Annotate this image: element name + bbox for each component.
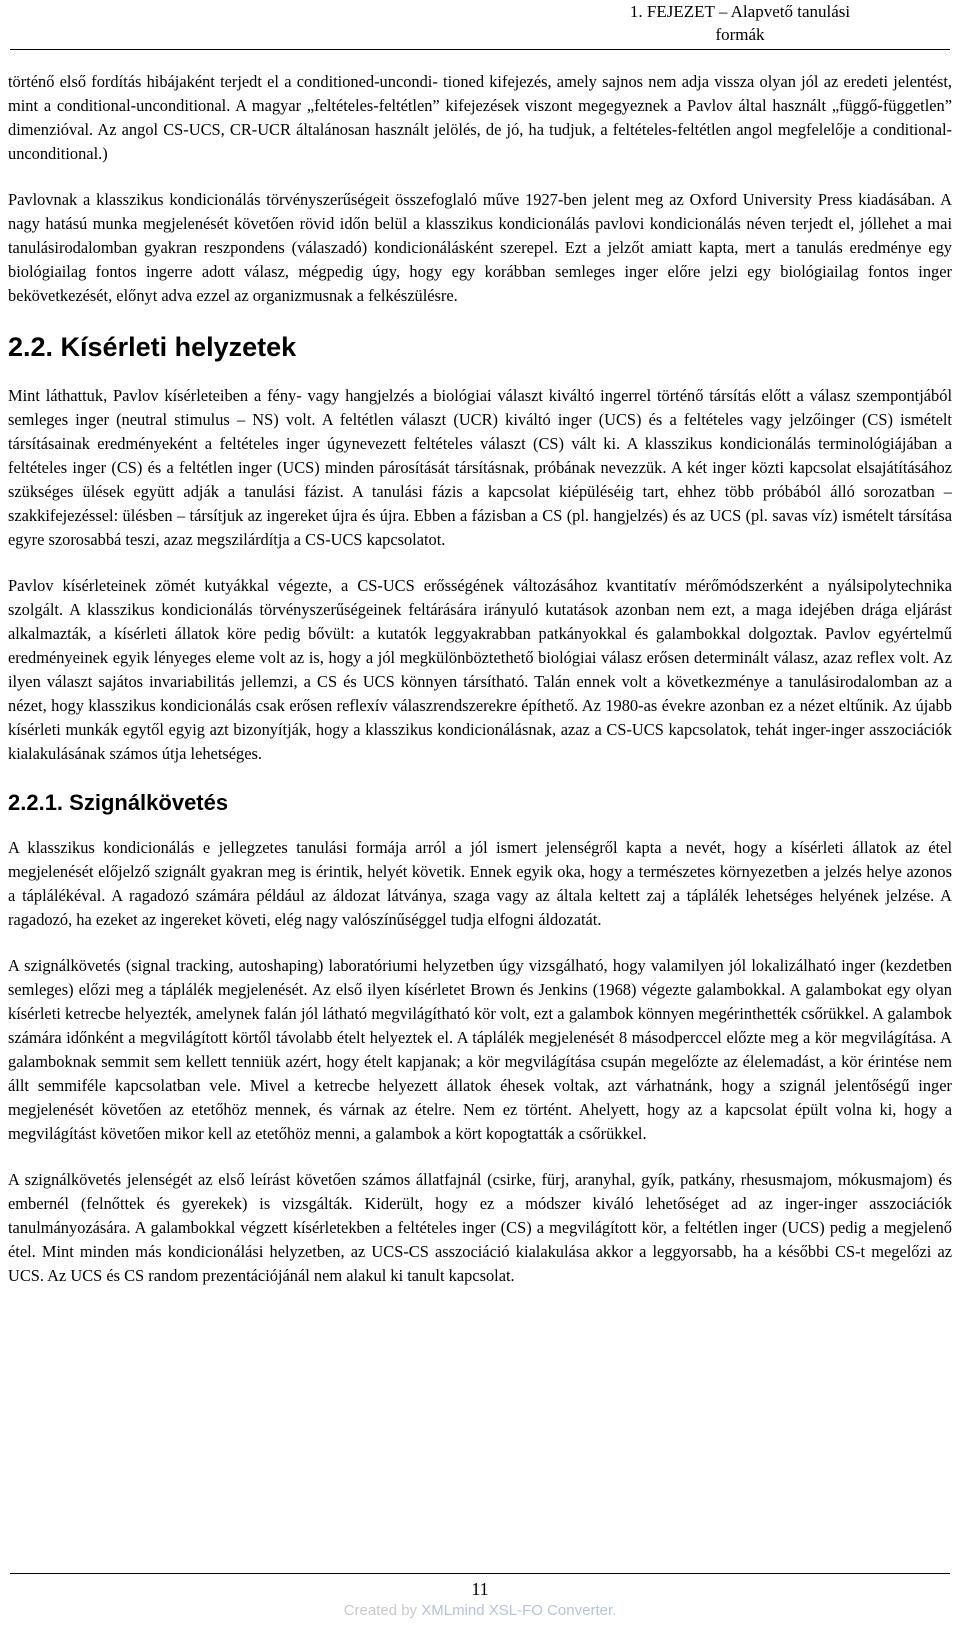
footer-divider xyxy=(10,1573,950,1574)
page-number: 11 xyxy=(471,1579,489,1599)
subsection-heading-szignalkovetes: 2.2.1. Szignálkövetés xyxy=(8,790,229,815)
credit-prefix: Created by xyxy=(343,1602,422,1619)
paragraph-species: A szignálkövetés jelenségét az első leírást követően számos állatfajnál (csirke, fürj, aranyhal, gyík, patkány, rhesusmajom, mókusmajom) és embernél (felnőttek és gyerekek) is vizsgálták. Kiderült, hogy ez a módszer kiváló lehetőséget ad az inger-inger asszociációk tanulmányozására. A galambokkal végzett kísérletekben a feltételes inger (CS) a megvilágított kör, a feltétlen inger (UCS) pedig a megjelenő étel. Mint minden más kondicionálási helyzetben, az UCS-CS asszociáció kialakulása akkor a leggyorsabb, ha a későbbi CS-t megelőzi az UCS. Az UCS és CS random prezentációjánál nem alakul ki tanult kapcsolat. xyxy=(8,1170,952,1285)
section-heading-kiserleti-helyzetek: 2.2. Kísérleti helyzetek xyxy=(8,332,297,362)
paragraph-translation-note: történő első fordítás hibájaként terjedt el a conditioned-uncondi- tioned kifejezés, amely sajnos nem adja vissza olyan jól az eredeti jelentést, mint a conditional-unconditional. A magyar „feltételes-feltétlen” kifejezések viszont megegyeznek a Pavlov által használt „függő-független” dimenzióval. Az angol CS-UCS, CR-UCR általánosan használt jelölés, de jó, ha tudjuk, a feltételes-feltétlen angol megfelelője a conditional-unconditional.) xyxy=(8,72,952,163)
paragraph-signal-tracking-intro: A klasszikus kondicionálás e jellegzetes tanulási formája arról a jól ismert jelenségről kapta a nevét, hogy a kísérleti állatok az étel megjelenését előjelző szignált gyakran meg is érintik, helyét követik. Ennek egyik oka, hogy a természetes környezetben a jelzés helye azonos a táplálékéval. A ragadozó számára például az áldozat látványa, szaga vagy az általa keltett zaj a táplálék lehetséges helyének jelzése. A ragadozó, ha ezeket az ingereket követi, elég nagy valószínűséggel tudja elfogni áldozatát. xyxy=(8,838,952,929)
credit-brand: XMLmind XSL-FO Converter xyxy=(421,1602,613,1619)
paragraph-pavlov-oxford: Pavlovnak a klasszikus kondicionálás törvényszerűségeit összefoglaló műve 1927-ben jelent meg az Oxford University Press kiadásában. A nagy hatású munka megjelenését követően rövid időn belül a klasszikus kondicionálás pavlovi kondicionálás néven terjedt el, jóllehet a mai tanulásirodalomban gyakran reszpondens (válaszadó) kondicionálásként szerepel. Ezt a jelzőt amiatt kapta, mert a tanulás eredménye egy biológiailag fontos ingerre adott válasz, mégpedig úgy, hogy egy korábban semleges inger előre jelzi egy biológiailag fontos inger bekövetkezését, előnyt adva ezzel az organizmusnak a felkészülésre. xyxy=(8,190,952,305)
header-line-2: formák xyxy=(715,25,765,44)
running-header xyxy=(540,0,940,46)
header-line-1: 1. FEJEZET – Alapvető tanulási xyxy=(629,2,851,21)
credit-suffix: . xyxy=(612,1602,617,1619)
header-divider xyxy=(10,49,950,50)
paragraph-terminology: Mint láthattuk, Pavlov kísérleteiben a fény- vagy hangjelzés a biológiai választ kiváltó ingerrel történő társítás előtt a válasz szempontjából semleges inger (neutral stimulus – NS) volt. A feltétlen választ (UCR) kiváltó inger (UCS) és a feltételes vagy jelzőinger (CS) ismételt társításainak eredményeként a feltételes inger úgynevezett feltételes választ (CS) vált ki. A klasszikus kondicionálás terminológiájában a feltételes inger (CS) és a feltétlen inger (UCS) minden párosítását társításnak, próbának nevezzük. A két inger közti kapcsolat elsajátításához szükséges ülések együtt adják a tanulási fázist. A tanulási fázis a kapcsolat kiépüléséig tart, ehhez több próbából álló sorozatban – szakkifejezéssel: ülésben – társítjuk az ingereket újra és újra. Ebben a fázisban a CS (pl. hangjelzés) és az UCS (pl. savas víz) ismételt társítása egyre szorosabbá teszi, azaz megszilárdítja a CS-UCS kapcsolatot. xyxy=(8,386,952,549)
page-content xyxy=(8,70,952,1310)
converter-credit xyxy=(0,1601,960,1621)
paragraph-brown-jenkins: A szignálkövetés (signal tracking, autoshaping) laboratóriumi helyzetben úgy vizsgálható, hogy valamilyen jól lokalizálható inger (kezdetben semleges) előzi meg a táplálék megjelenését. Az első ilyen kísérletet Brown és Jenkins (1968) végezte galambokkal. A galambokat egy olyan kísérleti ketrecbe helyezték, amelynek falán jól látható megvilágítható kör volt, ezt a galambok könnyen megérinthették csőrükkel. A galambok számára időnként a megvilágított körtől távolabb ételt helyeztek el. A táplálék megjelenését 8 másodperccel előzte meg a kör megvilágítása. A galamboknak semmit sem kellett tenniük azért, hogy ételt kapjanak; a kör megvilágítása csupán megelőzte az élelemadást, a kör érintése nem állt semmiféle kapcsolatban vele. Mivel a ketrecbe helyezett állatok éhesek voltak, azt várhatnánk, hogy a szignál jelentőségű inger megjelenését követően az etetőhöz mennek, és várnak az ételre. Nem ez történt. Ahelyett, hogy az a kapcsolat épült volna ki, hogy a megvilágítást követően mikor kell az etetőhöz menni, a galambok a kört kopogtatták a csőrükkel. xyxy=(8,956,952,1143)
paragraph-pavlov-dogs: Pavlov kísérleteinek zömét kutyákkal végezte, a CS-UCS erősségének változásához kvantitatív mérőmódszerként a nyálsipolytechnika szolgált. A klasszikus kondicionálás törvényszerűségeinek feltárására irányuló kutatások azonban nem ezt, a maga idejében drága eljárást alkalmazták, a kísérleti állatok köre pedig bővült: a kutatók leggyakrabban patkányokkal és galambokkal dolgoztak. Pavlov egyértelmű eredményeinek egyik lényeges eleme volt az is, hogy a jól megkülönböztethető biológiai válasz erősen determinált válasz, azaz reflex volt. Az ilyen választ sajátos invariabilitás jellemzi, a CS és UCS könnyen társítható. Talán ennek volt a következménye a tanulásirodalomban az a nézet, hogy klasszikus kondicionálás csak erősen reflexív válaszrendszerekre építhető. Az 1980-as évekre azonban ez a nézet eltűnik. Az újabb kísérleti munkák egytől egyig azt bizonyítják, hogy a klasszikus kondicionálásnak, azaz a CS-UCS kapcsolatok, tehát inger-inger asszociációk kialakulásának számos útja lehetséges. xyxy=(8,576,952,763)
